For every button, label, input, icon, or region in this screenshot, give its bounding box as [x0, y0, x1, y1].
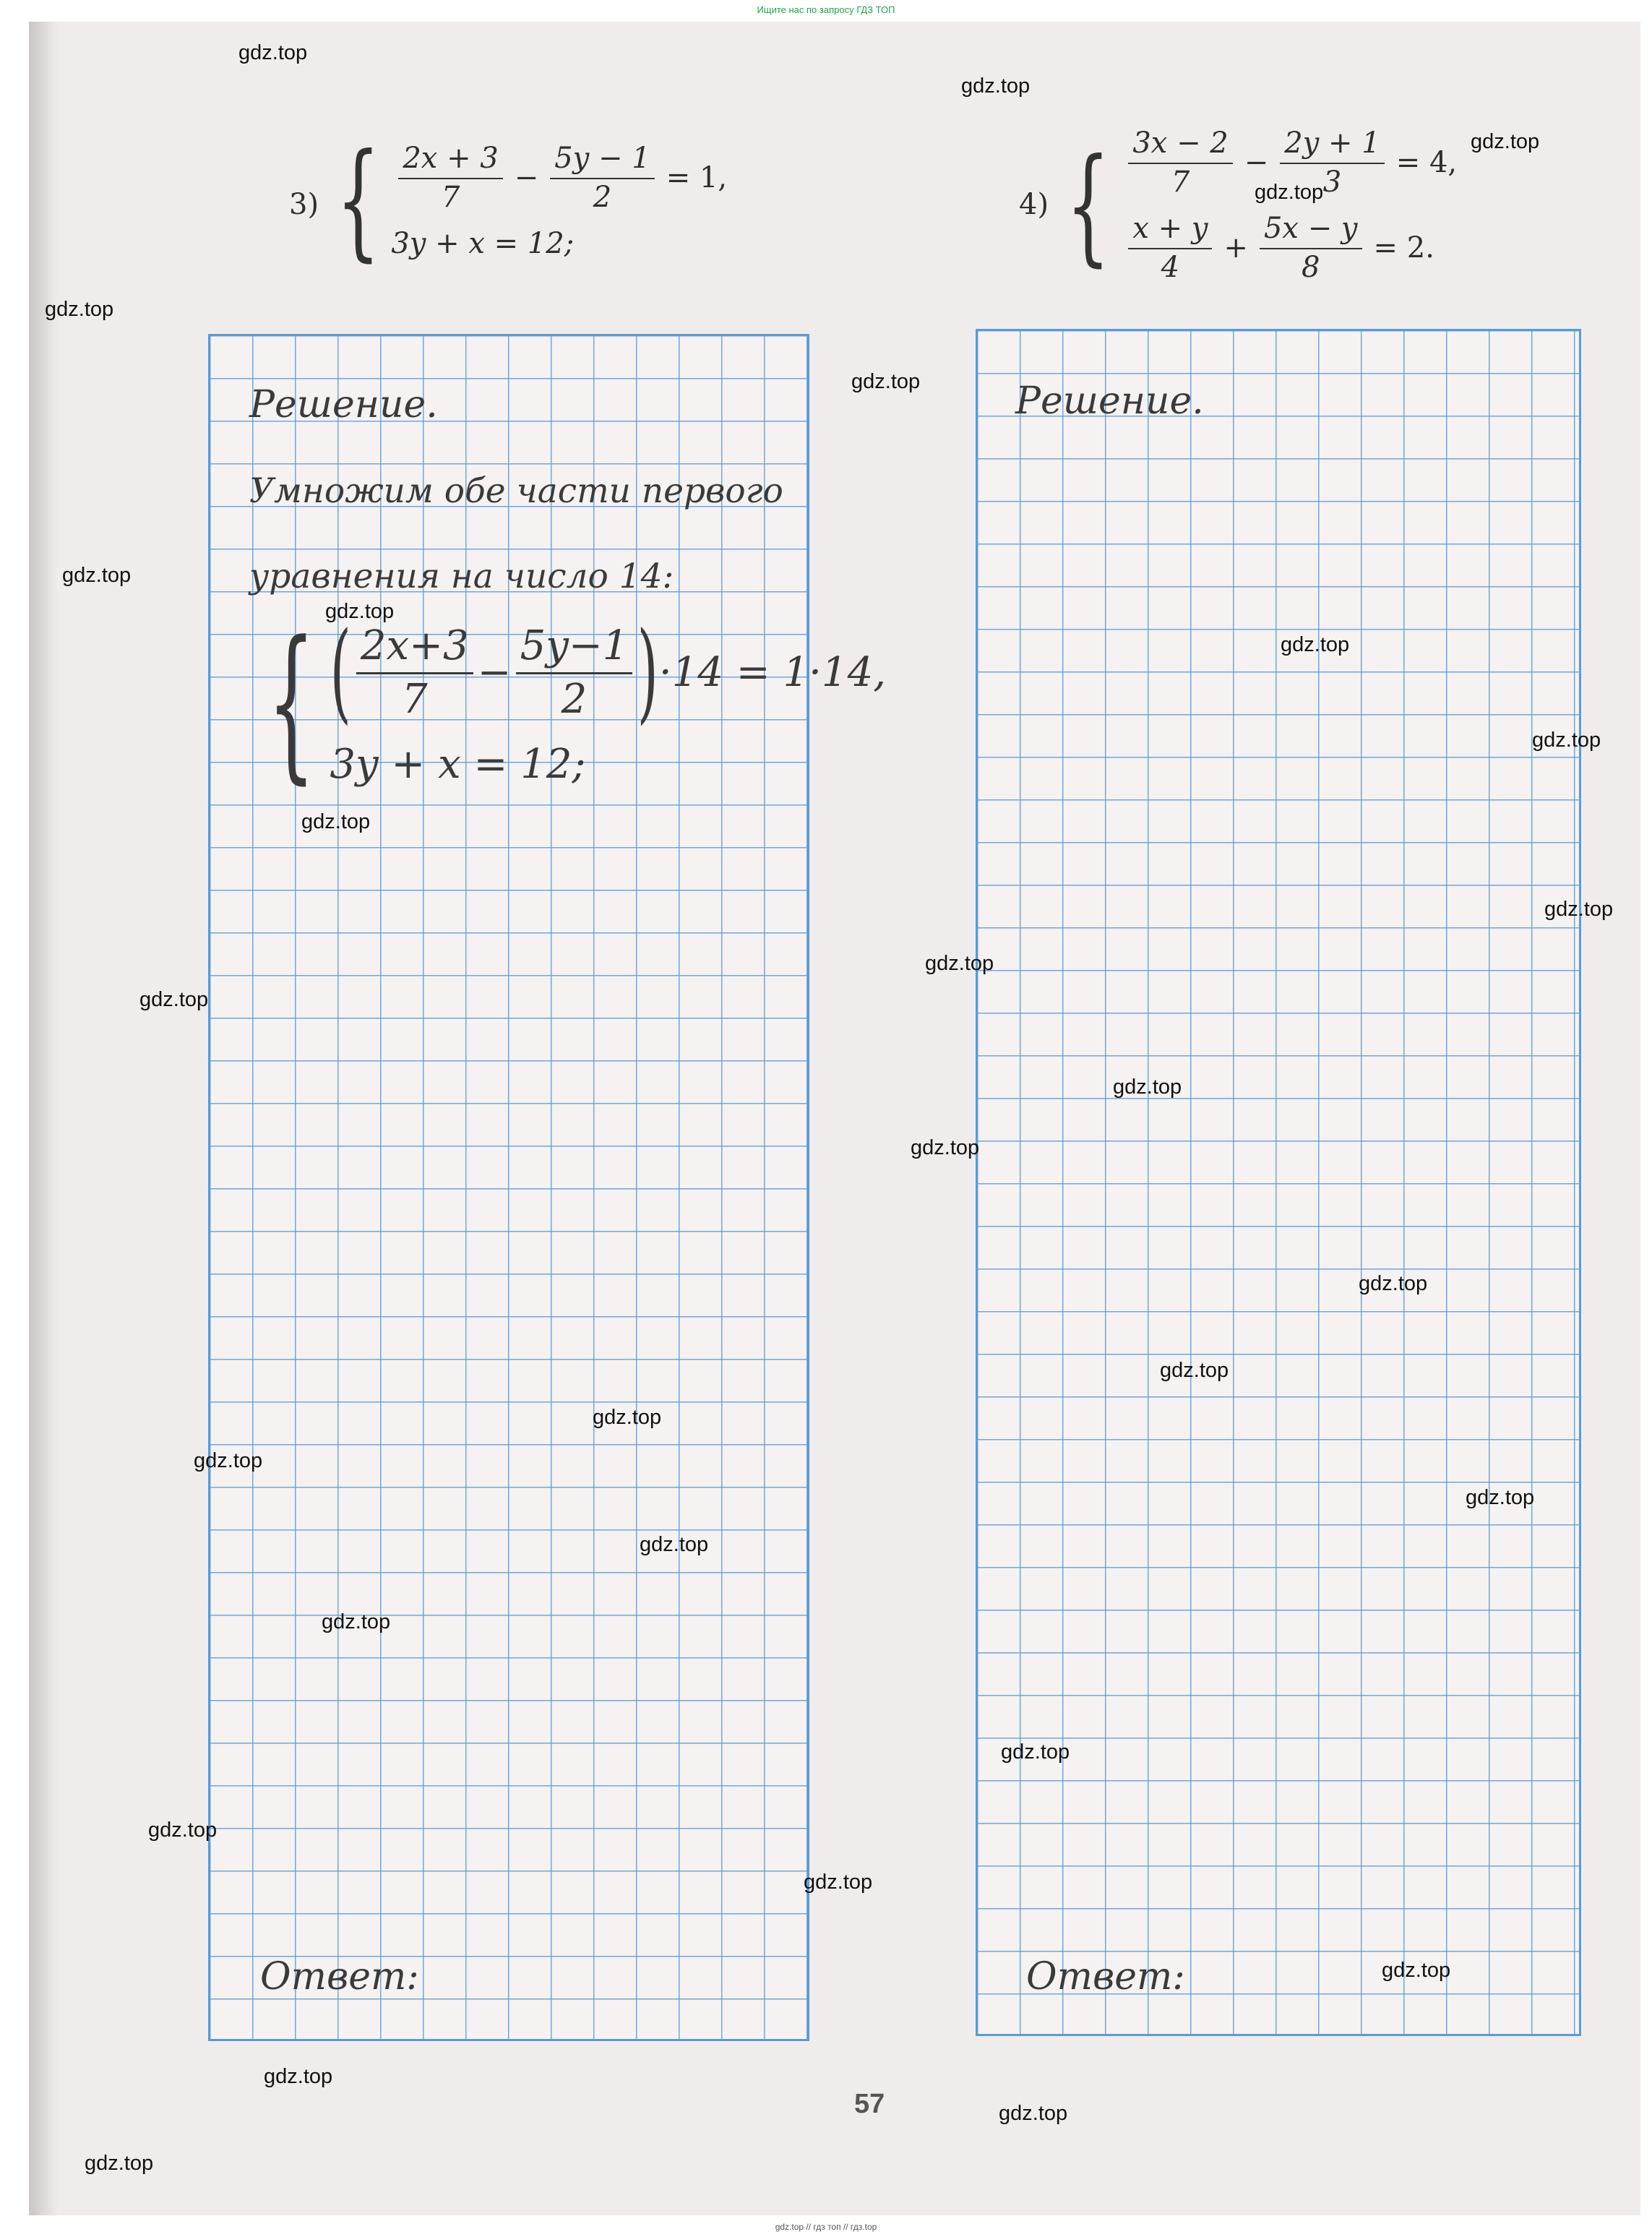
task-3-label: 3) — [289, 188, 319, 221]
watermark: gdz.top — [804, 1871, 873, 1894]
denominator: 2 — [561, 675, 588, 723]
watermark: gdz.top — [45, 298, 114, 321]
top-banner: Ищите нас по запросу ГДЗ ТОП — [757, 4, 895, 15]
watermark: gdz.top — [1160, 1359, 1229, 1382]
watermark: gdz.top — [1281, 633, 1350, 656]
numerator: 5y − 1 — [550, 142, 654, 179]
watermark: gdz.top — [1001, 1740, 1070, 1764]
right-hand-side: = 4, — [1395, 146, 1458, 179]
watermark: gdz.top — [1359, 1272, 1428, 1295]
watermark: gdz.top — [301, 810, 371, 833]
watermark: gdz.top — [640, 1533, 709, 1556]
right-solution-heading: Решение. — [1015, 379, 1204, 423]
watermark: gdz.top — [139, 988, 209, 1011]
right-grid-area[interactable] — [976, 329, 1581, 2036]
denominator: 4 — [1161, 251, 1180, 284]
watermark: gdz.top — [925, 952, 994, 975]
numerator: 3x − 2 — [1128, 126, 1232, 164]
left-solution-eq2: 3y + x = 12; — [330, 741, 586, 788]
bottom-banner: gdz.top // гдз топ // гдз.top — [775, 2222, 877, 2232]
denominator: 8 — [1302, 251, 1320, 284]
handwritten-brace: { — [267, 606, 316, 799]
watermark: gdz.top — [62, 564, 132, 587]
operator: + — [1223, 231, 1248, 265]
watermark: gdz.top — [593, 1406, 662, 1429]
fraction — [550, 142, 654, 214]
watermark: gdz.top — [1532, 729, 1601, 752]
watermark: gdz.top — [1466, 1486, 1535, 1509]
fraction — [1128, 126, 1232, 199]
task-4-label: 4) — [1019, 188, 1049, 221]
operator: − — [514, 160, 539, 194]
watermark: gdz.top — [911, 1136, 980, 1159]
page-number: 57 — [854, 2089, 885, 2119]
fraction — [516, 622, 633, 723]
watermark: gdz.top — [238, 41, 308, 64]
left-solution-heading: Решение. — [249, 383, 438, 426]
task-3-system — [318, 127, 731, 274]
watermark: gdz.top — [325, 600, 395, 623]
fraction — [1128, 212, 1212, 284]
task-4-brace: { — [1066, 132, 1111, 279]
watermark: gdz.top — [999, 2102, 1068, 2125]
denominator: 7 — [401, 675, 428, 723]
denominator: 7 — [441, 180, 460, 214]
left-answer-label: Ответ: — [260, 1955, 419, 1998]
task-3-eq2: 3y + x = 12; — [391, 226, 575, 260]
numerator: 2y + 1 — [1280, 126, 1384, 164]
watermark: gdz.top — [264, 2065, 333, 2088]
left-solution-line-2: уравнения на число 14: — [249, 557, 674, 596]
fraction — [356, 622, 473, 723]
task-4-eq2 — [1121, 212, 1461, 284]
fraction — [1260, 212, 1362, 284]
watermark: gdz.top — [194, 1449, 263, 1472]
multiplication-rest: ·14 = 1·14, — [658, 648, 886, 696]
denominator: 3 — [1322, 166, 1342, 199]
task-3-brace: { — [336, 127, 381, 274]
numerator: 5x − y — [1260, 212, 1362, 249]
denominator: 2 — [593, 180, 612, 214]
numerator: x + y — [1128, 212, 1212, 249]
watermark: gdz.top — [1255, 181, 1324, 204]
numerator: 5y−1 — [516, 622, 633, 674]
watermark: gdz.top — [961, 74, 1031, 98]
watermark: gdz.top — [322, 1610, 391, 1633]
operator: − — [1244, 146, 1269, 179]
task-4-system — [1048, 126, 1461, 284]
watermark: gdz.top — [1382, 1959, 1451, 1982]
watermark: gdz.top — [85, 2152, 154, 2175]
numerator: 2x + 3 — [398, 142, 502, 179]
task-3-eq1 — [391, 142, 731, 214]
page-spine-shadow — [29, 22, 58, 2215]
right-paren: ) — [637, 609, 659, 735]
left-paren: ( — [330, 609, 352, 735]
watermark: gdz.top — [851, 370, 921, 393]
right-hand-side: = 1, — [666, 160, 728, 194]
left-solution-line-1: Умножим обе части первого — [249, 471, 783, 511]
watermark: gdz.top — [1544, 898, 1614, 921]
watermark: gdz.top — [1113, 1075, 1182, 1099]
watermark: gdz.top — [1471, 130, 1540, 153]
watermark: gdz.top — [148, 1819, 218, 1842]
denominator: 7 — [1171, 166, 1190, 199]
right-answer-label: Ответ: — [1026, 1955, 1185, 1998]
right-hand-side: = 2. — [1373, 231, 1434, 265]
numerator: 2x+3 — [356, 622, 473, 674]
operator: − — [477, 648, 512, 696]
fraction — [398, 142, 502, 214]
